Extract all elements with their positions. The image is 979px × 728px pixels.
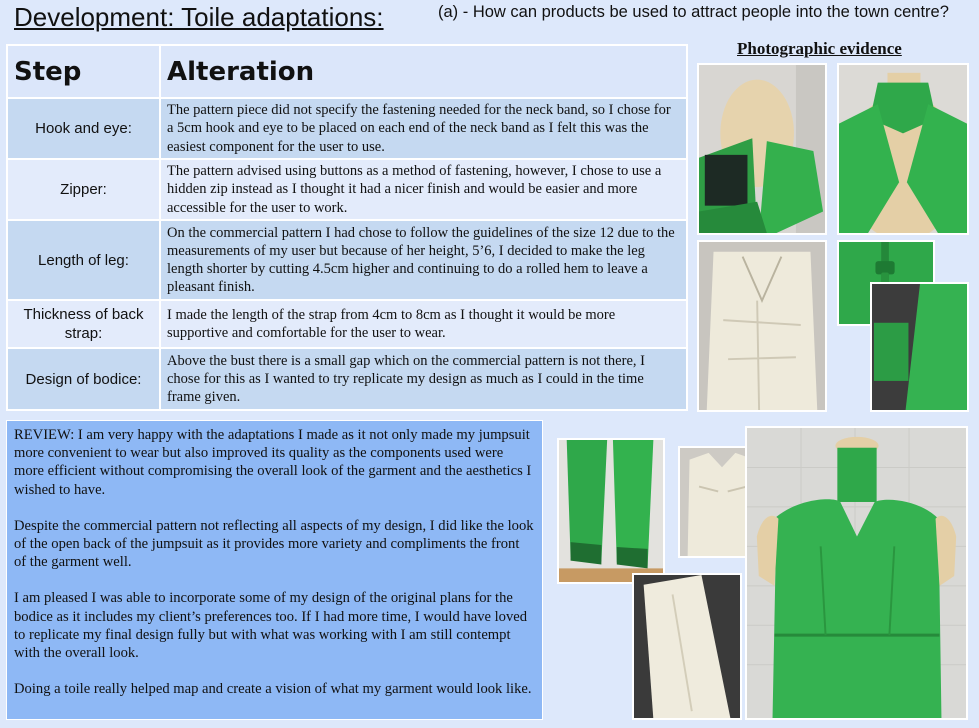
table-row — [7, 348, 687, 410]
page-title: Development: Toile adaptations: — [14, 2, 384, 32]
table-row — [7, 300, 687, 348]
alterations-table — [6, 44, 688, 411]
step-cell: Zipper: — [7, 159, 160, 220]
photo-back-strap — [837, 63, 969, 235]
review-paragraph: Doing a toile really helped map and create a vision of what my garment would look like. — [14, 681, 532, 698]
step-cell: Length of leg: — [7, 220, 160, 300]
review-box — [6, 420, 543, 720]
table-row — [7, 159, 687, 220]
table-row — [7, 220, 687, 300]
step-cell: Thickness of back strap: — [7, 300, 160, 348]
photo-zip-side — [870, 282, 969, 412]
photo-toile-bodice — [697, 240, 827, 412]
header-step: Step — [7, 45, 160, 98]
photo-hook-and-eye — [697, 63, 827, 235]
alteration-cell: Above the bust there is a small gap which on the commercial pattern is not there, I chose for this as I wanted to try replicate my design as much as I could in the time frame given. — [160, 348, 687, 410]
review-paragraph: Despite the commercial pattern not reflecting all aspects of my design, I did like the look of the open back of the jumpsuit as it provides more variety and compliments the front of the garment well. — [14, 517, 534, 571]
alteration-cell: On the commercial pattern I had chose to follow the guidelines of the size 12 due to the measurements of my user but because of her height, 5’6, I decided to make the leg length shorter by cutting 4.5cm higher and continuing to do a rolled hem to leave a pleasant finish. — [160, 220, 687, 300]
review-paragraph: I am pleased I was able to incorporate some of my design of the original plans for the bodice as it includes my client’s preferences too. If I had more time, I would have loved to replicate my final design fully but with what was working with I am still contempt with the overall look. — [14, 590, 528, 662]
table-row — [7, 98, 687, 159]
table-header-row — [7, 45, 687, 98]
question-text: (a) - How can products be used to attract people into the town centre? — [438, 3, 949, 21]
step-cell: Design of bodice: — [7, 348, 160, 410]
photo-final-bodice — [745, 426, 968, 720]
review-paragraph: REVIEW: I am very happy with the adaptations I made as it not only made my jumpsuit more convenient to wear but also improved its quality as the components used were more efficient without compromising the overall look of the garment and the aesthetics I wished to have. — [14, 427, 532, 498]
alteration-cell: The pattern piece did not specify the fastening needed for the neck band, so I chose for a 5cm hook and eye to be placed on each end of the neck band as I felt this was the easiest component for the user to use. — [160, 98, 687, 159]
photo-toile-leg — [632, 573, 742, 720]
alteration-cell: The pattern advised using buttons as a method of fastening, however, I chose to use a hidden zip instead as I thought it had a nicer finish and would be easier and more accessible for the user to work. — [160, 159, 687, 220]
step-cell: Hook and eye: — [7, 98, 160, 159]
alteration-cell: I made the length of the strap from 4cm to 8cm as I thought it would be more supportive and comfortable for the user to wear. — [160, 300, 687, 348]
photo-leg-hem — [557, 438, 665, 584]
evidence-heading: Photographic evidence — [737, 39, 902, 58]
header-alteration: Alteration — [160, 45, 687, 98]
